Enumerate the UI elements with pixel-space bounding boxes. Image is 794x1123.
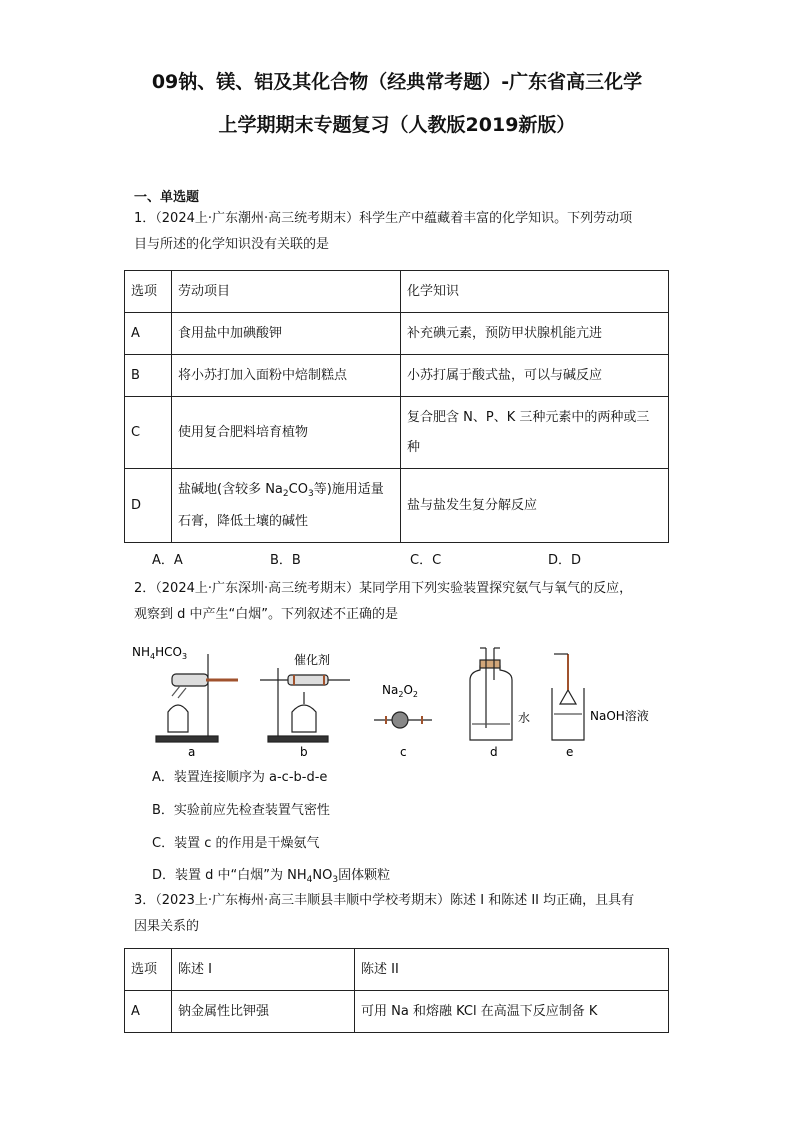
apparatus-d [470, 648, 512, 740]
label-water: 水 [518, 711, 531, 725]
question-3-line2: 因果关系的 [134, 919, 200, 934]
table-cell: C [125, 397, 172, 469]
table-cell-line: 石膏，降低土壤的碱性 [178, 513, 309, 529]
question-2-line1: 2．（2024上·广东深圳·高三统考期末）某同学用下列实验装置探究氨气与氧气的反应， [134, 581, 633, 596]
label-naoh: NaOH溶液 [590, 709, 649, 723]
table-row [125, 397, 669, 469]
option-c[interactable]: C．C [410, 553, 442, 568]
table-cell [401, 397, 669, 469]
question-3-table [124, 948, 669, 1033]
label-catalyst: 催化剂 [294, 653, 331, 667]
table-row [125, 469, 669, 543]
option-a[interactable]: A．A [152, 553, 183, 568]
table-cell: B [125, 355, 172, 397]
table-row [125, 355, 669, 397]
label-a: a [188, 745, 196, 759]
question-2-choice-a[interactable]: A．装置连接顺序为 a-c-b-d-e [152, 770, 328, 785]
table-row [125, 271, 669, 313]
table-header: 选项 [125, 271, 172, 313]
experiment-apparatus-figure [128, 640, 668, 760]
table-row [125, 949, 669, 991]
table-header: 劳动项目 [172, 271, 401, 313]
table-cell-line: 复合肥含 N、P、K 三种元素中的两种或三 [407, 409, 650, 425]
label-nh4hco3: $NH_4HCO_3$ [132, 645, 188, 661]
label-c: c [400, 745, 407, 759]
text-run: NO [312, 868, 333, 883]
apparatus-e [552, 654, 584, 740]
table-row [125, 991, 669, 1033]
table-cell: 盐与盐发生复分解反应 [401, 469, 669, 543]
table-header: 陈述 II [355, 949, 669, 991]
subscript: 2 [282, 488, 289, 499]
label-d: d [490, 745, 498, 759]
text-run: 固体颗粒 [338, 868, 391, 883]
table-header: 陈述 I [172, 949, 355, 991]
question-1-line2: 目与所述的化学知识没有关联的是 [134, 237, 330, 252]
subscript: 4 [306, 875, 313, 885]
text-run: 盐碱地(含较多 Na [178, 481, 283, 497]
question-2-choice-b[interactable]: B．实验前应先检查装置气密性 [152, 803, 330, 818]
question-1-stem [134, 206, 674, 258]
question-2-stem [134, 576, 674, 628]
table-cell: 小苏打属于酸式盐，可以与碱反应 [401, 355, 669, 397]
label-b: b [300, 745, 308, 759]
text-run: 等)施用适量 [313, 481, 384, 497]
option-d[interactable]: D．D [548, 553, 582, 568]
table-cell: 可用 Na 和熔融 KCl 在高温下反应制备 K [355, 991, 669, 1033]
question-2-choice-d[interactable] [152, 864, 390, 885]
table-cell: A [125, 991, 172, 1033]
question-3-stem [134, 888, 674, 940]
text-run: CO [288, 481, 308, 497]
table-cell: D [125, 469, 172, 543]
question-1-line1: 1．（2024上·广东潮州·高三统考期末）科学生产中蕴藏着丰富的化学知识。下列劳动项 [134, 211, 633, 226]
table-cell: 补充碘元素，预防甲状腺机能亢进 [401, 313, 669, 355]
table-cell-line: 种 [407, 439, 421, 455]
table-cell: 钠金属性比钾强 [172, 991, 355, 1033]
apparatus-b [260, 668, 350, 742]
table-cell [172, 469, 401, 543]
table-header: 化学知识 [401, 271, 669, 313]
subscript: 3 [332, 875, 339, 885]
subscript: 3 [307, 488, 314, 499]
table-cell: 使用复合肥料培育植物 [172, 397, 401, 469]
question-3-line1: 3．（2023上·广东梅州·高三丰顺县丰顺中学校考期末）陈述 I 和陈述 II 均正确，且具有 [134, 893, 635, 908]
page-title-line1: 09钠、镁、铝及其化合物（经典常考题）-广东省高三化学 [151, 71, 643, 93]
label-e: e [566, 745, 574, 759]
apparatus-a [156, 654, 238, 742]
text-run: D．装置 d 中“白烟”为 NH [152, 868, 307, 883]
table-cell: 食用盐中加碘酸钾 [172, 313, 401, 355]
table-cell-line [178, 476, 394, 508]
page-title-line2: 上学期期末专题复习（人教版2019新版） [218, 114, 576, 136]
option-b[interactable]: B．B [270, 553, 301, 568]
question-1-table [124, 270, 669, 543]
label-na2o2: $Na_2O_2$ [382, 683, 418, 699]
table-cell: A [125, 313, 172, 355]
question-2-line2: 观察到 d 中产生“白烟”。下列叙述不正确的是 [134, 607, 398, 622]
question-2-choice-c[interactable]: C．装置 c 的作用是干燥氨气 [152, 836, 320, 851]
table-row [125, 313, 669, 355]
section-heading: 一、单选题 [134, 190, 200, 205]
table-header: 选项 [125, 949, 172, 991]
apparatus-c [374, 712, 432, 728]
table-cell: 将小苏打加入面粉中焙制糕点 [172, 355, 401, 397]
